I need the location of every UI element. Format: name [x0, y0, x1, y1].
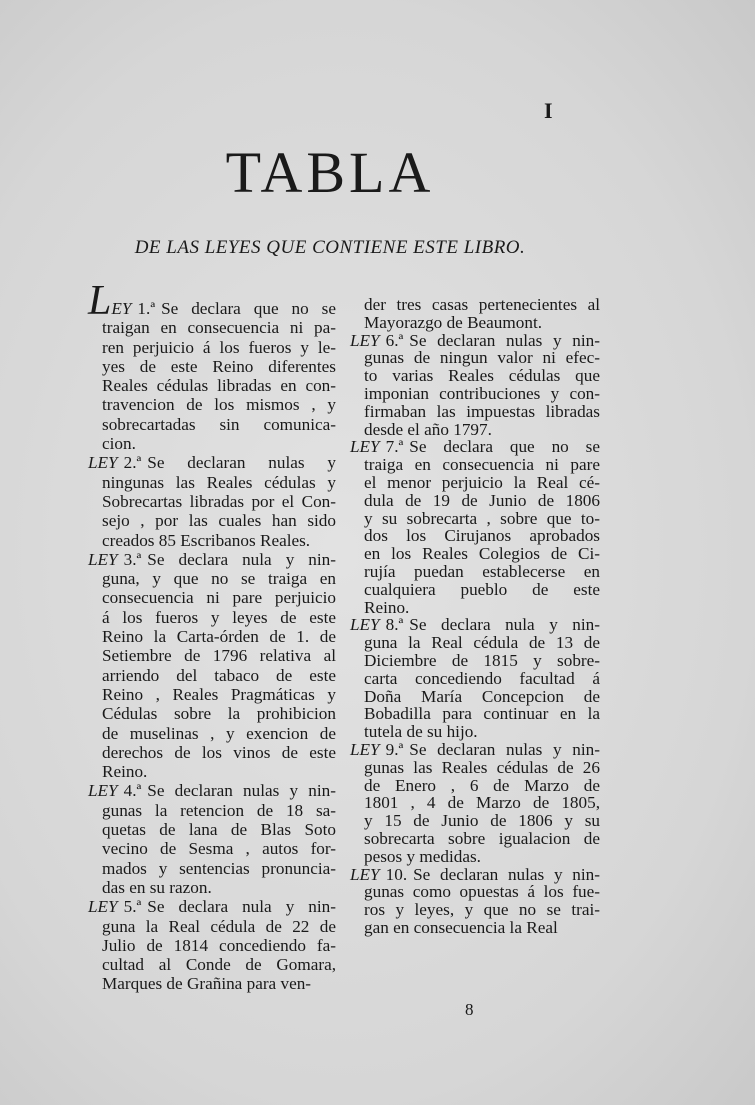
text-line: consecuencia ni pare perjuicio — [102, 588, 336, 608]
text-line — [88, 781, 336, 800]
text-line: ningunas las Reales cédulas y — [102, 472, 336, 492]
law-label: LEY — [88, 549, 118, 569]
text-line: yes de este Reino diferentes — [102, 356, 336, 376]
text-line: guna la Real cédula de 13 de — [364, 633, 600, 653]
text-line: traiga en consecuencia ni pare — [364, 455, 600, 475]
text-line: cultad al Conde de Gomara, — [102, 955, 336, 975]
law-text: Se declara nula y nin- — [147, 897, 336, 917]
text-line: y su sobrecarta , sobre que to- — [364, 508, 600, 528]
text-line: quetas de lana de Blas Soto — [102, 820, 336, 840]
text-line: de muselinas , y exencion de — [102, 723, 336, 743]
text-line: cion. — [102, 434, 136, 454]
page-subtitle: DE LAS LEYES QUE CONTIENE ESTE LIBRO. — [134, 237, 526, 258]
text-line: firmaban las impuestas libradas — [364, 401, 600, 421]
right-column — [350, 296, 600, 937]
text-line: creados 85 Escribanos Reales. — [102, 530, 311, 550]
law-entry — [88, 278, 336, 454]
law-text: Se declaran nulas y nin- — [409, 739, 600, 759]
text-line: carta concediendo facultad á — [364, 668, 600, 688]
signature-mark: 8 — [465, 1000, 474, 1019]
text-line: desde el año 1797. — [364, 419, 492, 439]
law-text: Se declara que no se — [161, 299, 336, 318]
text-line: arriendo del tabaco de este — [102, 665, 336, 685]
text-line: Sobrecartas libradas por el Con- — [102, 491, 336, 511]
text-line: vecino de Sesma , autos for- — [102, 839, 336, 859]
text-line: cualquiera pueblo de este — [364, 579, 600, 599]
text-line: Reino. — [364, 597, 410, 617]
law-entry — [88, 550, 336, 782]
law-number: 1.ª — [137, 299, 156, 318]
text-line: rujía puedan establecerse en — [364, 561, 600, 581]
text-line: das en su razon. — [102, 877, 212, 897]
text-line — [350, 741, 600, 759]
law-label: LEY — [350, 864, 380, 884]
law-text: Se declara que no se — [409, 437, 600, 457]
text-line: Reino. — [102, 762, 148, 782]
text-line: Bobadilla para continuar en la — [364, 704, 600, 724]
text-line — [88, 897, 336, 916]
law-number: 7.ª — [385, 437, 404, 457]
text-line: gan en consecuencia la Real — [364, 917, 558, 937]
text-line — [350, 438, 600, 456]
text-line: gunas como opuestas á los fue- — [364, 882, 600, 902]
text-line: el menor perjuicio la Real cé- — [364, 472, 600, 492]
text-line: Cédulas sobre la prohibicion — [102, 704, 336, 724]
drop-capital: L — [88, 278, 112, 324]
text-line — [350, 616, 600, 634]
text-line: guna, y que no se traiga en — [102, 569, 336, 589]
text-line — [350, 332, 600, 350]
text-line: sobrecarta sobre igualacion de — [364, 828, 600, 848]
law-number: 9.ª — [385, 739, 404, 759]
text-line: pesos y medidas. — [364, 846, 481, 866]
folio-number: I — [544, 98, 553, 123]
law-text: Se declaran nulas y — [147, 453, 336, 473]
text-line: de Enero , 6 de Marzo de — [364, 775, 600, 795]
text-line: der tres casas pertenecientes al — [364, 295, 600, 314]
law-entry — [350, 332, 600, 439]
law-label: LEY — [350, 739, 380, 759]
text-line: sobrecartadas sin comunica- — [102, 414, 336, 434]
text-line — [88, 453, 336, 472]
law-text: Se declara nula y nin- — [409, 615, 600, 635]
text-line: dos los Cirujanos aprobados — [364, 526, 600, 546]
law-entry — [350, 616, 600, 741]
law-label: LEY — [88, 278, 132, 324]
law-number: 3.ª — [123, 549, 142, 569]
text-line: Mayorazgo de Beaumont. — [364, 312, 543, 332]
law-text: Se declaran nulas y nin- — [147, 781, 336, 801]
text-line: Marques de Grañina para ven- — [102, 974, 312, 994]
text-line: Reales cédulas libradas en con- — [102, 376, 336, 396]
law-entry — [350, 296, 600, 332]
law-label: LEY — [88, 453, 118, 473]
text-line: Reino , Reales Pragmáticas y — [102, 684, 336, 704]
text-line: gunas de ningun valor ni efec- — [364, 348, 600, 368]
text-line: Setiembre de 1796 relativa al — [102, 646, 336, 666]
law-entry — [350, 741, 600, 866]
text-line: derechos de los vinos de este — [102, 742, 336, 762]
text-line — [88, 550, 336, 569]
law-number: 4.ª — [123, 781, 142, 801]
text-line: to varias Reales cédulas que — [364, 366, 600, 386]
text-line: Doña María Concepcion de — [364, 686, 600, 706]
text-line: gunas las Reales cédulas de 26 — [364, 757, 600, 777]
law-text: Se declara nula y nin- — [147, 549, 336, 569]
law-number: 8.ª — [385, 615, 404, 635]
text-line: gunas la retencion de 18 sa- — [102, 800, 336, 820]
text-line: traigan en consecuencia ni pa- — [102, 318, 336, 338]
law-label: LEY — [350, 615, 380, 635]
text-line: 1801 , 4 de Marzo de 1805, — [364, 793, 600, 813]
law-label: LEY — [88, 781, 118, 801]
text-line — [350, 866, 600, 884]
text-line: sejo , por las cuales han sido — [102, 511, 336, 531]
law-label: LEY — [350, 330, 380, 350]
law-entry — [88, 781, 336, 897]
text-line: y 15 de Junio de 1806 y su — [364, 811, 600, 831]
law-entry — [88, 453, 336, 549]
text-line: Julio de 1814 concediendo fa- — [102, 935, 336, 955]
page-title: TABLA — [225, 140, 435, 205]
law-text: Se declaran nulas y nin- — [409, 330, 600, 350]
text-line: travencion de los mismos , y — [102, 395, 336, 415]
text-line: ren perjuicio á los fueros y le- — [102, 337, 336, 357]
law-number: 5.ª — [123, 897, 142, 917]
law-entry — [88, 897, 336, 993]
text-line — [88, 278, 336, 324]
text-line: en los Reales Colegios de Ci- — [364, 544, 600, 564]
text-line: Diciembre de 1815 y sobre- — [364, 650, 600, 670]
text-line: mados y sentencias pronuncia- — [102, 858, 336, 878]
text-line: tutela de su hijo. — [364, 722, 478, 742]
text-line: dula de 19 de Junio de 1806 — [364, 490, 600, 510]
text-line: á los fueros y leyes de este — [102, 607, 336, 627]
law-label: LEY — [350, 437, 380, 457]
law-entry — [350, 438, 600, 616]
text-line: Reino la Carta-órden de 1. de — [102, 627, 336, 647]
text-line: ros y leyes, y que no se trai- — [364, 900, 600, 920]
left-column — [88, 278, 336, 994]
law-text: Se declaran nulas y nin- — [413, 864, 600, 884]
law-label: LEY — [88, 897, 118, 917]
law-number: 6.ª — [385, 330, 404, 350]
text-line: guna la Real cédula de 22 de — [102, 916, 336, 936]
text-line: imponian contribuciones y con- — [364, 383, 600, 403]
law-number: 10. — [385, 864, 408, 884]
law-number: 2.ª — [123, 453, 142, 473]
law-entry — [350, 866, 600, 937]
